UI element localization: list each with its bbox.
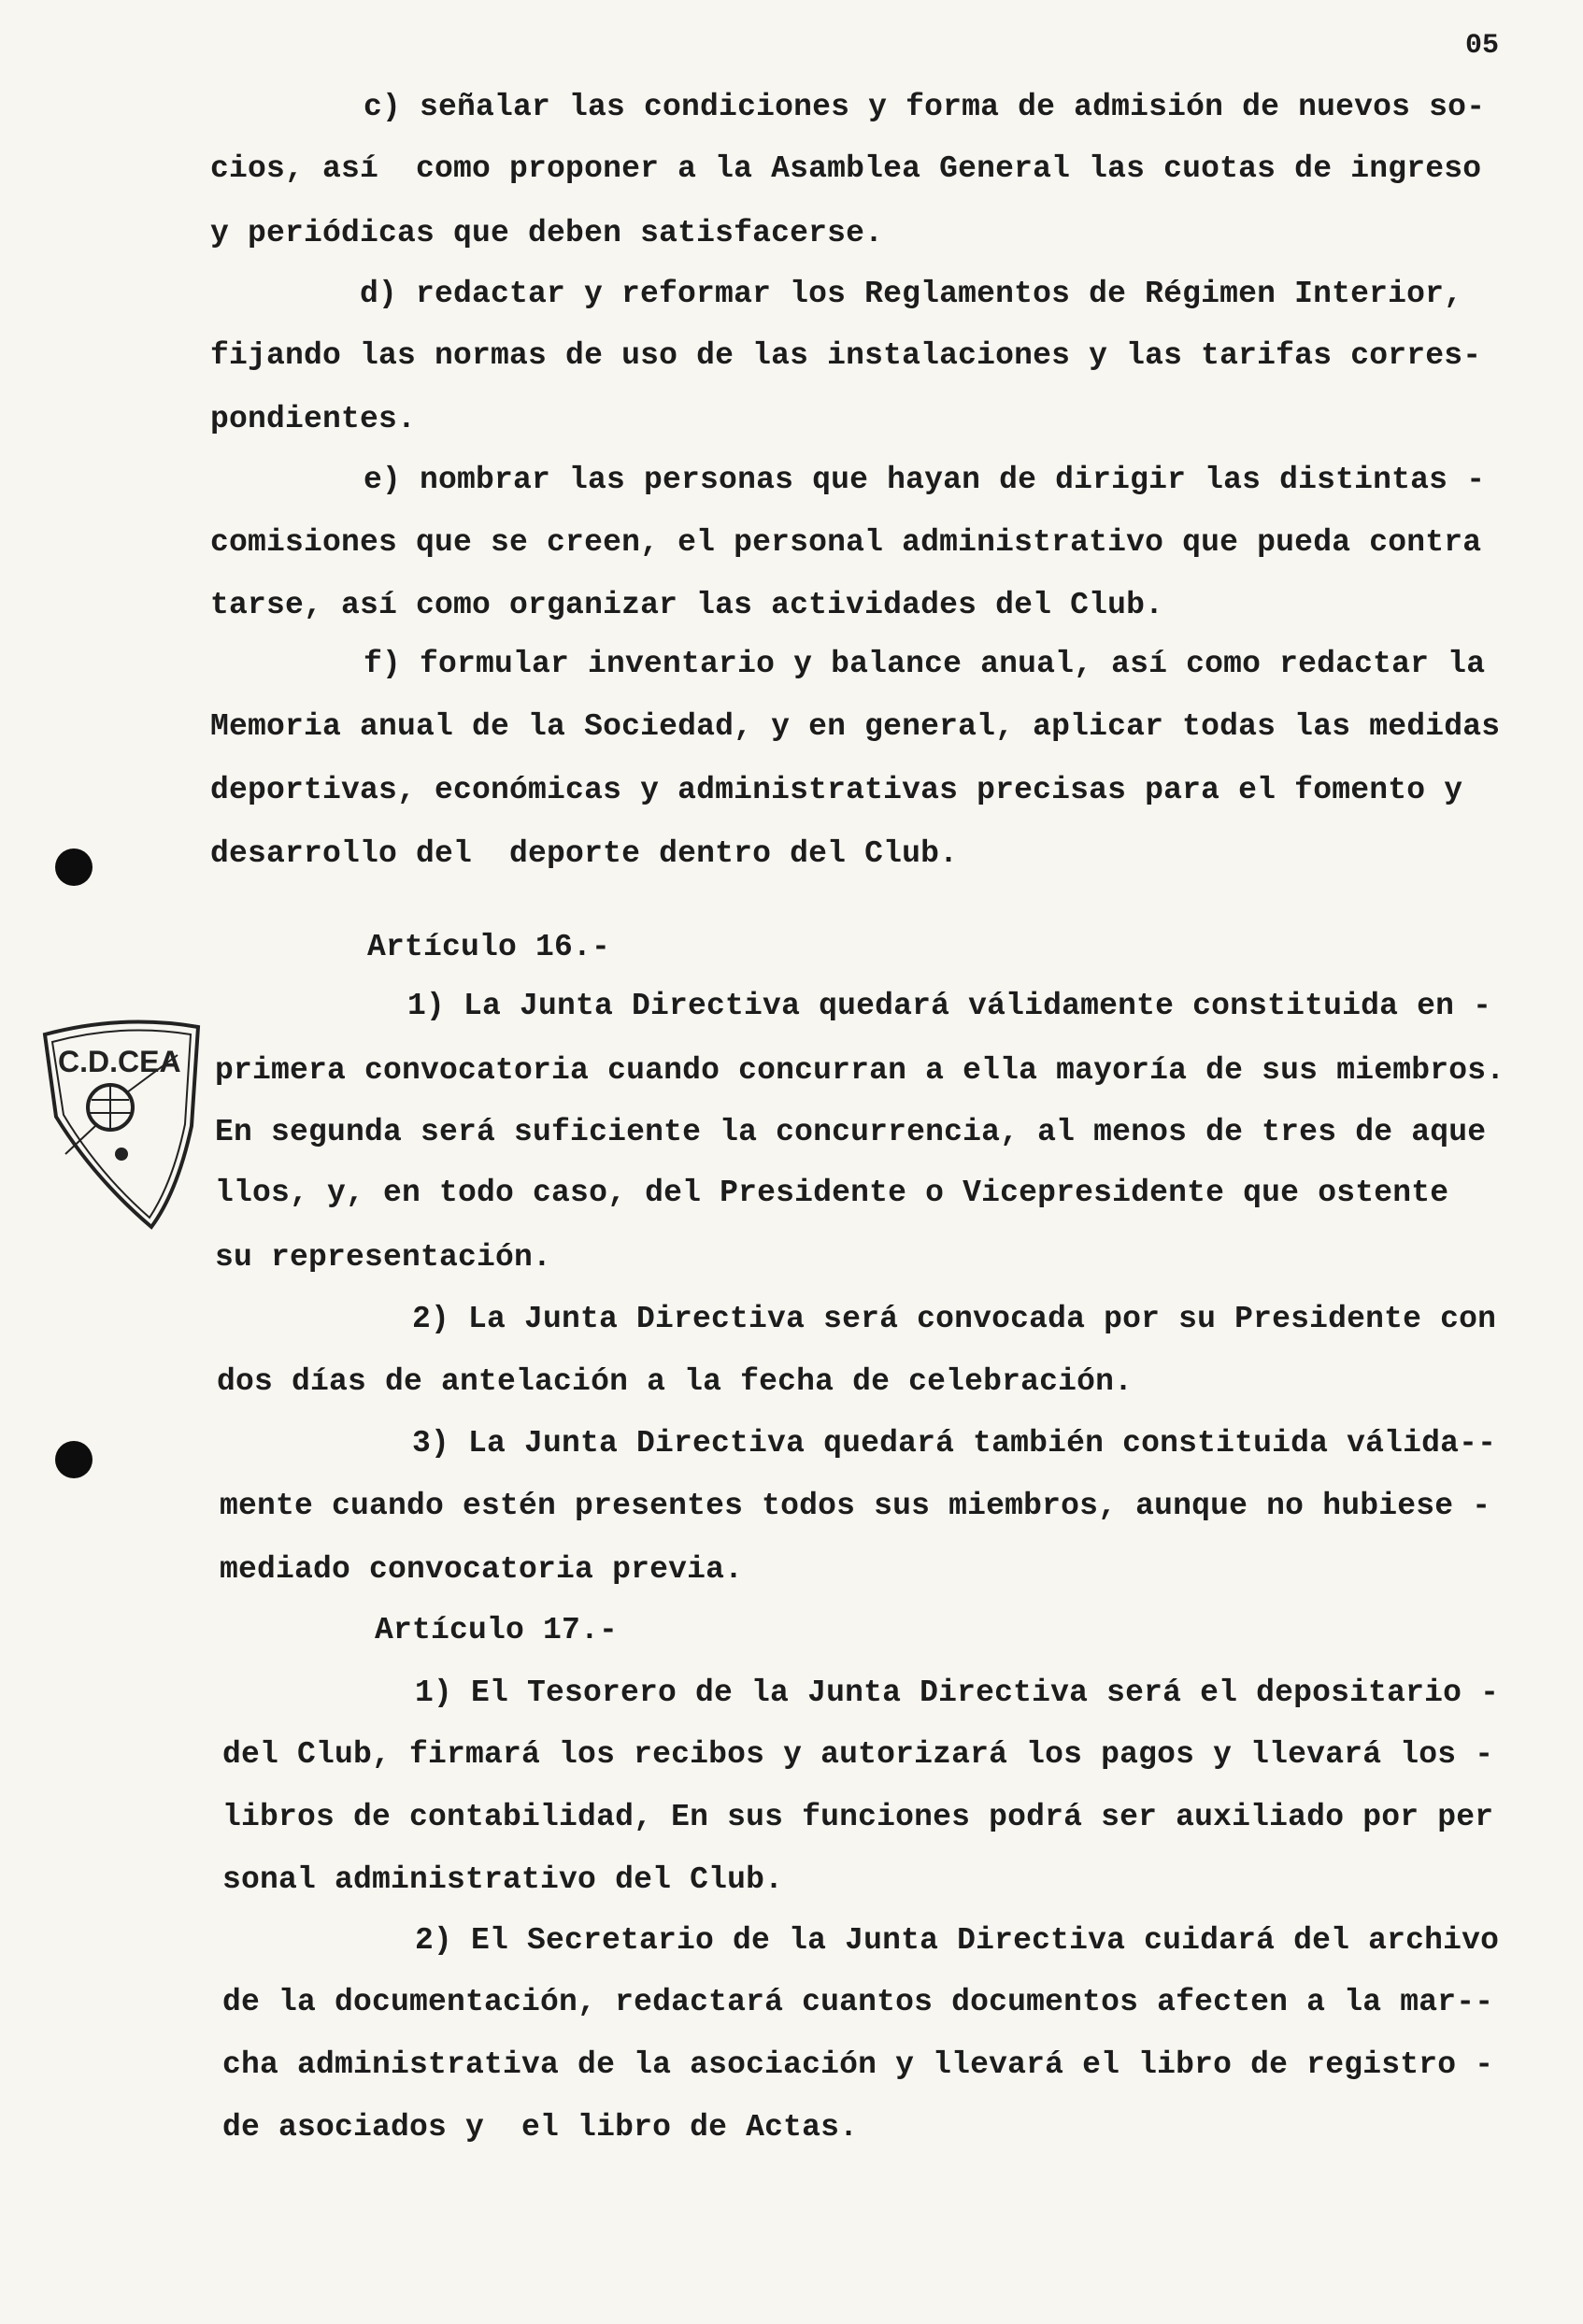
- text-line: y periódicas que deben satisfacerse.: [210, 216, 884, 250]
- text-line: Memoria anual de la Sociedad, y en general, aplicar todas las medidas: [210, 709, 1501, 744]
- text-line: 3) La Junta Directiva quedará también constituida válida--: [412, 1426, 1497, 1461]
- page-number: 05: [1465, 30, 1500, 62]
- text-line: cha administrativa de la asociación y llevará el libro de registro -: [222, 2047, 1494, 2082]
- text-line: pondientes.: [210, 402, 417, 436]
- text-line: fijando las normas de uso de las instalaciones y las tarifas corres-: [210, 338, 1482, 373]
- text-line: mediado convocatoria previa.: [220, 1552, 744, 1587]
- text-line: f) formular inventario y balance anual, así como redactar la: [364, 647, 1486, 681]
- text-line: d) redactar y reformar los Reglamentos de Régimen Interior,: [360, 277, 1463, 311]
- text-line: dos días de antelación a la fecha de celebración.: [217, 1364, 1134, 1399]
- text-line: 1) El Tesorero de la Junta Directiva será el depositario -: [415, 1675, 1500, 1710]
- text-line: sonal administrativo del Club.: [222, 1862, 784, 1897]
- text-line: llos, y, en todo caso, del Presidente o Vicepresidente que ostente: [215, 1176, 1449, 1210]
- text-line: 1) La Junta Directiva quedará válidamente constituida en -: [407, 989, 1492, 1023]
- punch-hole: [55, 1441, 93, 1478]
- text-line: tarse, así como organizar las actividades del Club.: [210, 588, 1164, 622]
- text-line: su representación.: [215, 1240, 552, 1275]
- text-line: En segunda será suficiente la concurrencia, al menos de tres de aque: [215, 1115, 1487, 1149]
- text-line: desarrollo del deporte dentro del Club.: [210, 836, 959, 871]
- text-line: libros de contabilidad, En sus funciones podrá ser auxiliado por per: [222, 1800, 1494, 1834]
- text-line: c) señalar las condiciones y forma de admisión de nuevos so-: [364, 90, 1486, 124]
- svg-text:C.D.CEA: C.D.CEA: [58, 1045, 181, 1078]
- article-heading: Artículo 16.-: [367, 930, 611, 964]
- text-line: primera convocatoria cuando concurran a ella mayoría de sus miembros.: [215, 1053, 1505, 1088]
- text-line: cios, así como proponer a la Asamblea General las cuotas de ingreso: [210, 151, 1482, 186]
- text-line: 2) La Junta Directiva será convocada por su Presidente con: [412, 1302, 1497, 1336]
- text-line: del Club, firmará los recibos y autorizará los pagos y llevará los -: [222, 1737, 1494, 1772]
- text-line: mente cuando estén presentes todos sus miembros, aunque no hubiese -: [220, 1489, 1491, 1523]
- article-heading: Artículo 17.-: [375, 1613, 619, 1647]
- text-line: deportivas, económicas y administrativas precisas para el fomento y: [210, 773, 1463, 807]
- punch-hole: [55, 848, 93, 886]
- text-line: de asociados y el libro de Actas.: [222, 2110, 859, 2145]
- text-line: e) nombrar las personas que hayan de dirigir las distintas -: [364, 463, 1486, 497]
- text-line: comisiones que se creen, el personal administrativo que pueda contra: [210, 525, 1482, 560]
- club-crest-logo: [37, 1014, 206, 1233]
- text-line: 2) El Secretario de la Junta Directiva cuidará del archivo: [415, 1923, 1500, 1958]
- text-line: de la documentación, redactará cuantos documentos afecten a la mar--: [222, 1985, 1494, 2019]
